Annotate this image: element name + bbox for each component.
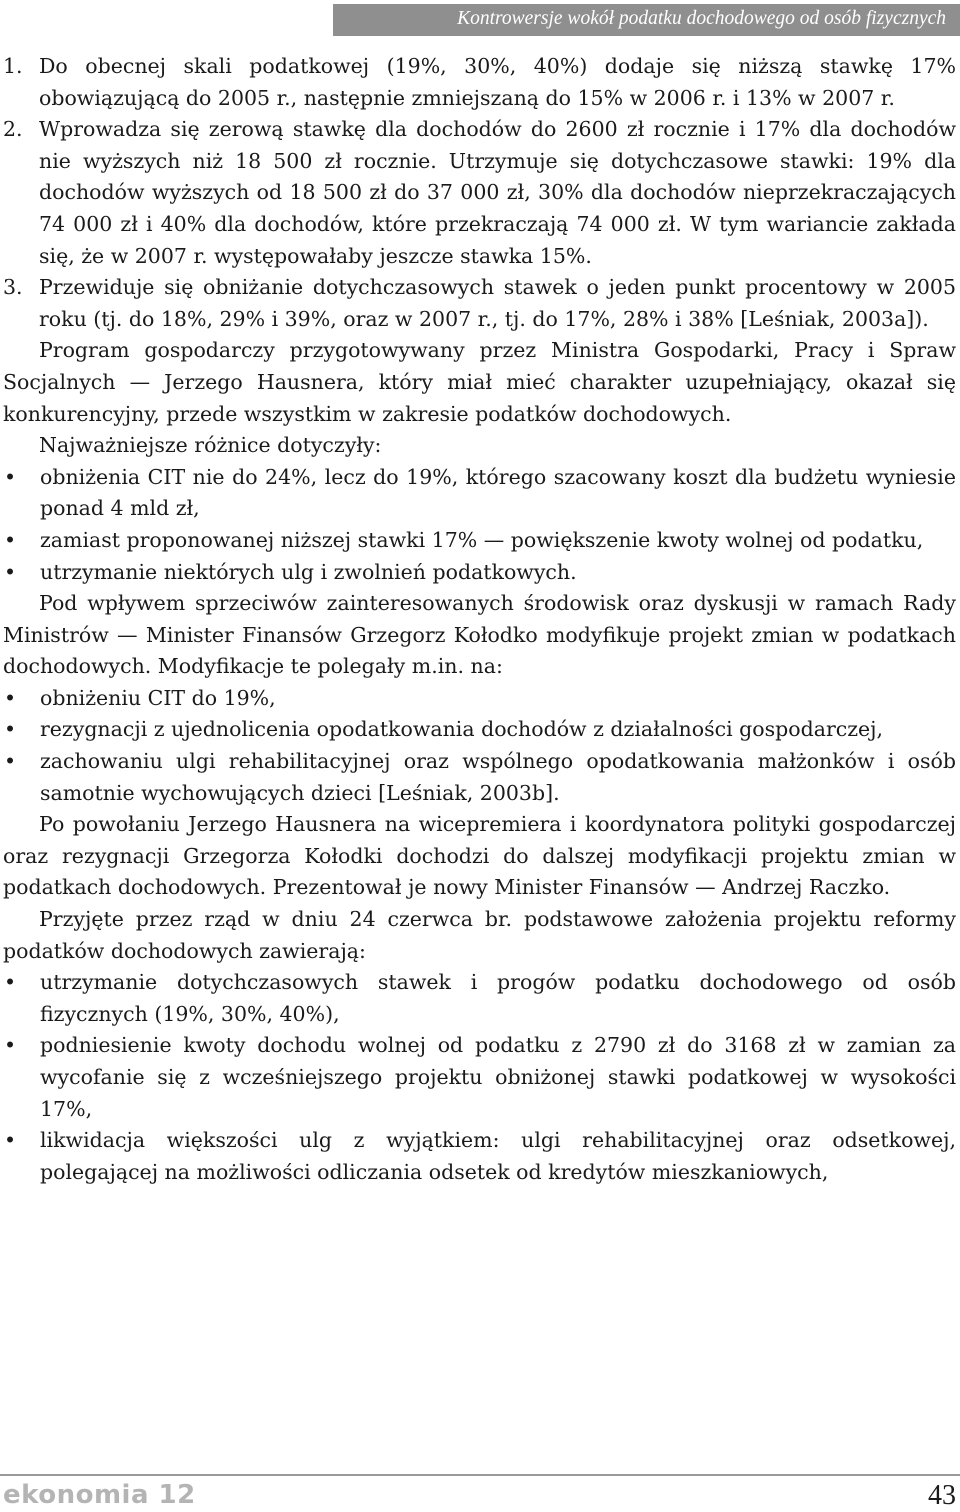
running-header-title: Kontrowersje wokół podatku dochodowego od osób fizycznych [457, 8, 946, 29]
bullet-list [3, 462, 956, 588]
list-item [3, 557, 956, 589]
paragraph: Najważniejsze różnice dotyczyły: [39, 433, 382, 458]
item-number: 2. [3, 117, 23, 142]
list-item-text: obniżeniu CIT do 19%, [40, 685, 276, 710]
list-item [3, 1125, 956, 1188]
footer-divider [0, 1474, 960, 1476]
list-item [3, 1030, 956, 1125]
item-number: 3. [3, 275, 23, 300]
list-item [3, 525, 956, 557]
bullet: • [4, 970, 17, 995]
page-body [3, 51, 956, 1188]
bullet: • [4, 1128, 17, 1153]
bullet: • [4, 1033, 17, 1058]
list-item-text: utrzymanie dotychczasowych stawek i progów podatku dochodowego od osób fizycznych (19%, 30%, 40%), [40, 970, 956, 1026]
list-item [3, 967, 956, 1030]
numbered-item [3, 114, 956, 272]
list-item [3, 683, 956, 715]
bullet: • [4, 527, 17, 552]
list-item [3, 462, 956, 525]
item-number: 1. [3, 54, 23, 78]
list-item-text: obniżenia CIT nie do 24%, lecz do 19%, którego szacowany koszt dla budżetu wyniesie ponad 4 mld zł, [40, 464, 956, 521]
running-header [333, 4, 960, 36]
bullet: • [4, 717, 17, 742]
numbered-item [3, 272, 956, 335]
bullet: • [4, 559, 17, 584]
list-item-text: likwidacja większości ulg z wyjątkiem: ulgi rehabilitacyjnej oraz odsetkowej, polegającej na możliwości odliczania odsetek od kredytów mieszkaniowych, [40, 1128, 956, 1184]
bullet-list [3, 967, 956, 1188]
item-text: Do obecnej skali podatkowej (19%, 30%, 40%) dodaje się niższą stawkę 17% obowiązującą do 2005 r., następnie zmniejszaną do 15% w 2006 r. i 13% w 2007 r. [39, 54, 956, 110]
paragraph: Przyjęte przez rząd w dniu 24 czerwca br. podstawowe założenia projektu reformy podatków dochodowych zawierają: [3, 907, 956, 963]
numbered-item [3, 51, 956, 114]
item-text: Wprowadza się zerową stawkę dla dochodów do 2600 zł rocznie i 17% dla dochodów nie wyższych niż 18 500 zł rocznie. Utrzymuje się dotychczasowe stawki: 19% dla dochodów wyższych od 18 500 zł do 37 000 zł, 30% dla dochodów nieprzekraczających 74 000 zł i 40% dla dochodów, które przekraczają 74 000 zł. W tym wariancie zakłada się, że w 2007 r. występowałaby jeszcze stawka 15%. [39, 117, 956, 268]
bullet-list [3, 683, 956, 809]
list-item [3, 714, 956, 746]
footer-journal-name: ekonomia 12 [3, 1480, 196, 1510]
list-item-text: zamiast proponowanej niższej stawki 17% — powiększenie kwoty wolnej od podatku, [40, 527, 924, 552]
item-text: Przewiduje się obniżanie dotychczasowych stawek o jeden punkt procentowy w 2005 roku (tj. do 18%, 29% i 39%, oraz w 2007 r., tj. do 17%, 28% i 38% [Leśniak, 2003a]). [39, 275, 956, 331]
paragraph: Pod wpływem sprzeciwów zainteresowanych środowisk oraz dyskusji w ramach Rady Ministrów — Minister Finansów Grzegorz Kołodko modyfikuje projekt zmian w podatkach dochodowych. Modyfikacje te polegały m.in. na: [3, 591, 956, 679]
list-item-text: utrzymanie niektórych ulg i zwolnień podatkowych. [40, 559, 577, 584]
page-number: 43 [928, 1480, 956, 1511]
bullet: • [4, 685, 17, 710]
bullet: • [4, 749, 17, 774]
paragraph: Program gospodarczy przygotowywany przez Ministra Gospodarki, Pracy i Spraw Socjalnych — Jerzego Hausnera, który miał mieć charakter uzupełniający, okazał się konkurencyjny, przede wszystkim w zakresie podatków dochodowych. [3, 338, 956, 426]
bullet: • [4, 464, 17, 489]
list-item-text: podniesienie kwoty dochodu wolnej od podatku z 2790 zł do 3168 zł w zamian za wycofanie się z wcześniejszego projektu obniżonej stawki podatkowej w wysokości 17%, [40, 1033, 956, 1121]
list-item-text: zachowaniu ulgi rehabilitacyjnej oraz wspólnego opodatkowania małżonków i osób samotnie wychowujących dzieci [Leśniak, 2003b]. [40, 749, 956, 805]
list-item [3, 746, 956, 809]
list-item-text: rezygnacji z ujednolicenia opodatkowania dochodów z działalności gospodarczej, [40, 717, 884, 742]
paragraph: Po powołaniu Jerzego Hausnera na wicepremiera i koordynatora polityki gospodarczej oraz rezygnacji Grzegorza Kołodki dochodzi do dalszej modyfikacji projektu zmian w podatkach dochodowych. Prezentował je nowy Minister Finansów — Andrzej Raczko. [3, 812, 956, 900]
